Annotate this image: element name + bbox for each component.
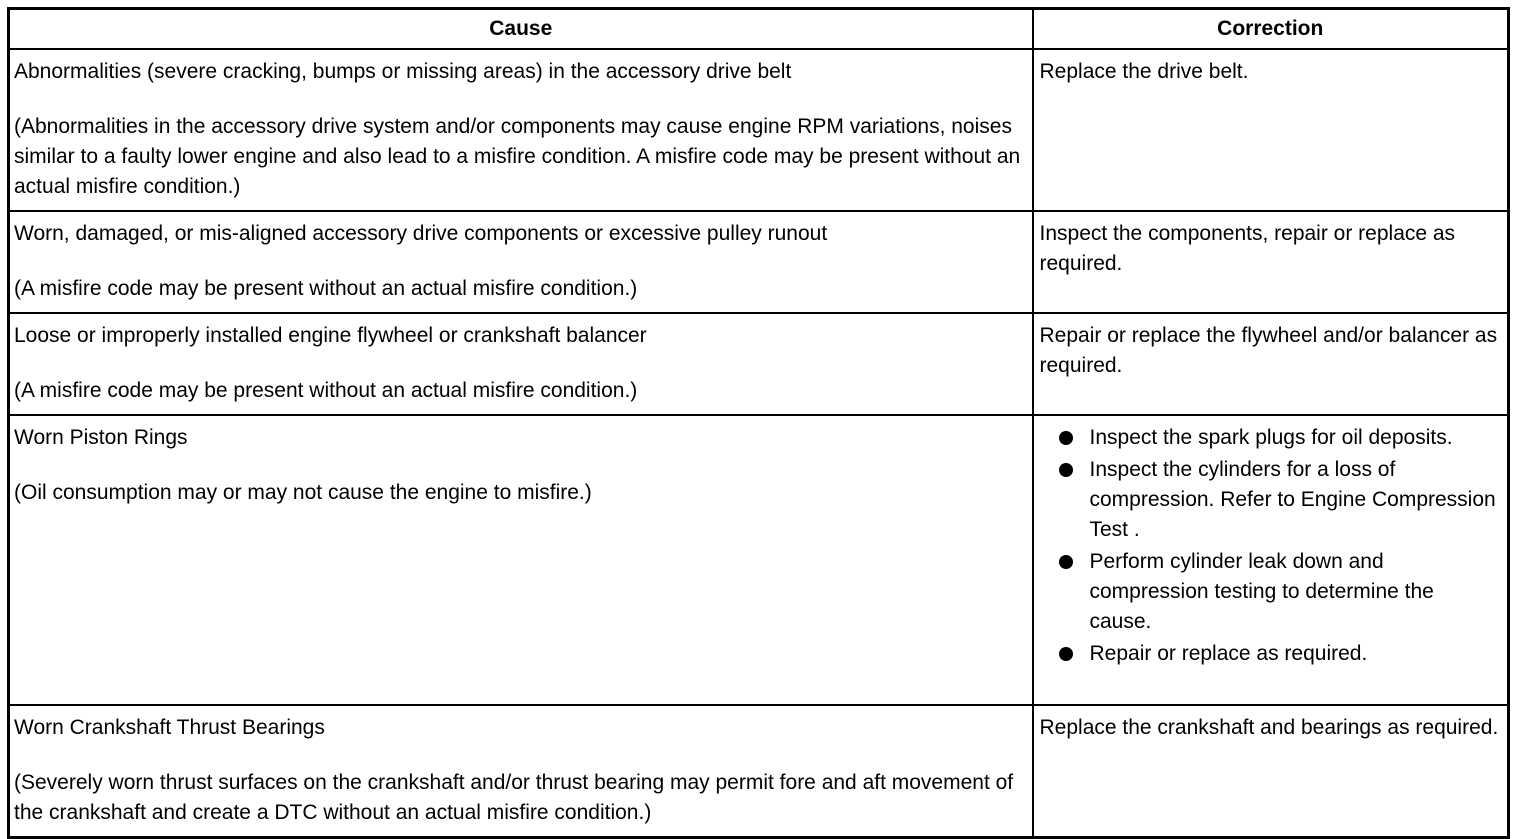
cause-cell: [9, 415, 1033, 705]
cause-note: (Severely worn thrust surfaces on the crankshaft and/or thrust bearing may permit fore and aft movement of the crankshaft and create a DTC without an actual misfire condition.): [14, 771, 1014, 824]
cause-text: Abnormalities (severe cracking, bumps or missing areas) in the accessory drive belt: [14, 60, 792, 83]
correction-text: Replace the drive belt.: [1039, 60, 1249, 83]
cause-cell: [9, 705, 1033, 838]
correction-text: Repair or replace the flywheel and/or balancer as required.: [1039, 324, 1498, 377]
list-item: [1090, 547, 1502, 637]
bullet-icon: [1059, 555, 1073, 569]
table-row: [9, 705, 1509, 838]
cause-text: Worn Crankshaft Thrust Bearings: [14, 716, 325, 739]
cause-text: Loose or improperly installed engine flywheel or crankshaft balancer: [14, 324, 647, 347]
list-item: [1090, 423, 1502, 453]
diagnostic-table: [7, 7, 1510, 839]
header-cause: Cause: [9, 9, 1033, 50]
correction-cell: [1033, 705, 1509, 838]
correction-cell: [1033, 415, 1509, 705]
correction-cell: [1033, 211, 1509, 313]
table-row: [9, 313, 1509, 415]
correction-cell: [1033, 49, 1509, 211]
list-item-text: Repair or replace as required.: [1089, 642, 1368, 665]
correction-text: Inspect the components, repair or replace as required.: [1039, 222, 1456, 275]
table-row: [9, 211, 1509, 313]
cause-cell: [9, 313, 1033, 415]
list-item-text: Inspect the spark plugs for oil deposits.: [1089, 426, 1453, 449]
cause-note: (Abnormalities in the accessory drive system and/or components may cause engine RPM variations, noises similar to a faulty lower engine and also lead to a misfire condition. A misfire code may be present without an actual misfire condition.): [14, 115, 1021, 198]
cause-note: (Oil consumption may or may not cause the engine to misfire.): [14, 481, 592, 504]
cause-cell: [9, 211, 1033, 313]
list-item-text: Perform cylinder leak down and compression testing to determine the cause.: [1089, 550, 1434, 633]
list-item: [1090, 455, 1502, 545]
list-item: [1090, 639, 1502, 669]
correction-cell: [1033, 313, 1509, 415]
table-row: [9, 415, 1509, 705]
diagnostic-table-container: [7, 7, 1510, 839]
correction-list: [1040, 423, 1502, 669]
correction-text: Replace the crankshaft and bearings as required.: [1039, 716, 1499, 739]
bullet-icon: [1059, 647, 1073, 661]
cause-cell: [9, 49, 1033, 211]
cause-note: (A misfire code may be present without an actual misfire condition.): [14, 379, 638, 402]
table-header-row: [9, 9, 1509, 50]
cause-text: Worn Piston Rings: [14, 426, 188, 449]
header-correction: Correction: [1033, 9, 1509, 50]
bullet-icon: [1059, 431, 1073, 445]
cause-text: Worn, damaged, or mis-aligned accessory drive components or excessive pulley runout: [14, 222, 828, 245]
table-row: [9, 49, 1509, 211]
list-item-text: Inspect the cylinders for a loss of compression. Refer to Engine Compression Test .: [1089, 458, 1496, 541]
cause-note: (A misfire code may be present without an actual misfire condition.): [14, 277, 638, 300]
bullet-icon: [1059, 463, 1073, 477]
